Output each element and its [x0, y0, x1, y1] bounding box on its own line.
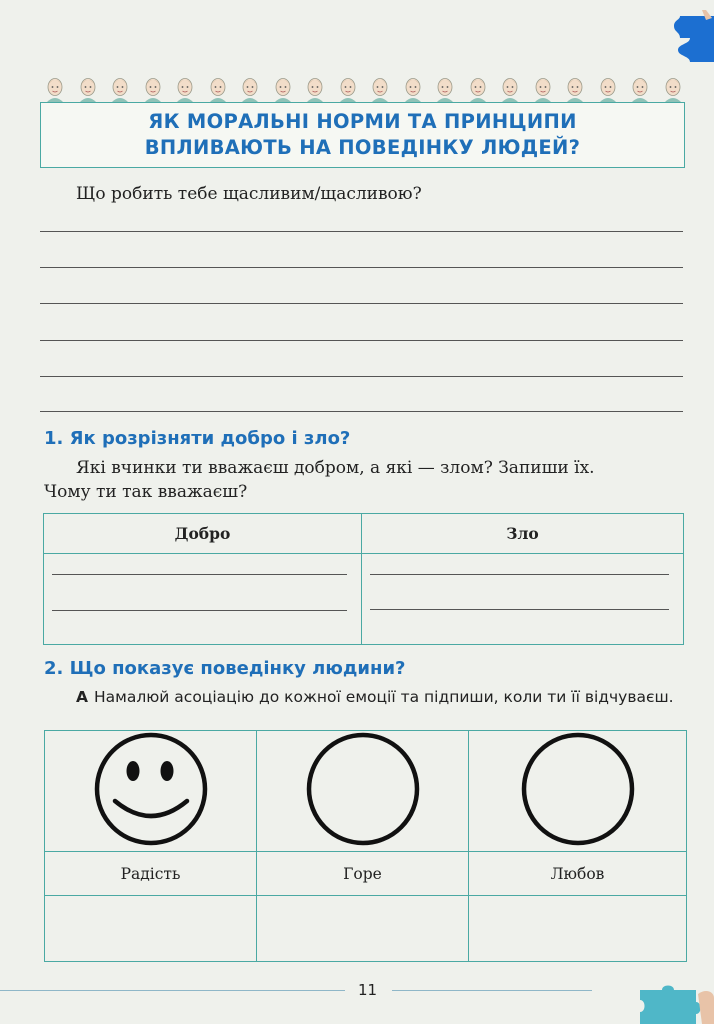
face-icon — [662, 74, 684, 102]
answer-line-3[interactable] — [40, 303, 683, 304]
face-icon — [77, 74, 99, 102]
joy-caption-cell[interactable] — [45, 896, 257, 962]
face-icon — [434, 74, 456, 102]
love-caption-cell[interactable] — [469, 896, 687, 962]
face-icon — [402, 74, 424, 102]
page-number: 11 — [358, 981, 378, 999]
emotion-label-grief: Горе — [257, 852, 469, 896]
evil-answer-cell[interactable] — [362, 554, 684, 645]
emotion-label-joy: Радість — [45, 852, 257, 896]
task-text: Намалюй асоціацію до кожної емоції та підпиши, коли ти її відчуваєш. — [94, 688, 674, 706]
good-evil-table — [43, 513, 684, 645]
column-good-header: Добро — [44, 514, 362, 554]
answer-line-2[interactable] — [40, 267, 683, 268]
puzzle-piece-icon — [672, 10, 714, 68]
face-icon — [239, 74, 261, 102]
intro-question: Що робить тебе щасливим/щасливою? — [76, 184, 422, 204]
answer-line-1[interactable] — [40, 231, 683, 232]
face-icon — [467, 74, 489, 102]
task-letter: А — [76, 688, 88, 706]
love-drawing-cell[interactable] — [469, 731, 687, 852]
grief-caption-cell[interactable] — [257, 896, 469, 962]
face-icon — [109, 74, 131, 102]
faces-decoration — [44, 74, 684, 104]
smiley-face-icon — [93, 731, 209, 847]
joy-drawing-cell[interactable] — [45, 731, 257, 852]
face-icon — [142, 74, 164, 102]
answer-line-5[interactable] — [40, 376, 683, 377]
face-icon — [44, 74, 66, 102]
section-1-heading: 1. Як розрізняти добро і зло? — [44, 428, 351, 449]
empty-circle-icon — [520, 731, 636, 847]
face-icon — [369, 74, 391, 102]
emotions-table — [44, 730, 687, 962]
answer-line-4[interactable] — [40, 340, 683, 341]
title-line-1: ЯК МОРАЛЬНІ НОРМИ ТА ПРИНЦИПИ — [148, 110, 577, 133]
face-icon — [272, 74, 294, 102]
face-icon — [174, 74, 196, 102]
section-2-heading: 2. Що показує поведінку людини? — [44, 658, 406, 679]
face-icon — [207, 74, 229, 102]
section-1-text-line-1: Які вчинки ти вважаєш добром, а які — злом? Запиши їх. — [76, 458, 595, 478]
lesson-title — [40, 102, 685, 168]
answer-line-6[interactable] — [40, 411, 683, 412]
face-icon — [597, 74, 619, 102]
face-icon — [337, 74, 359, 102]
footer-divider-right — [392, 990, 592, 991]
grief-drawing-cell[interactable] — [257, 731, 469, 852]
column-evil-header: Зло — [362, 514, 684, 554]
face-icon — [629, 74, 651, 102]
face-icon — [532, 74, 554, 102]
title-line-2: ВПЛИВАЮТЬ НА ПОВЕДІНКУ ЛЮДЕЙ? — [144, 136, 581, 159]
emotion-label-love: Любов — [469, 852, 687, 896]
section-1-text-line-2: Чому ти так вважаєш? — [44, 482, 248, 502]
face-icon — [304, 74, 326, 102]
face-icon — [499, 74, 521, 102]
footer-divider-left — [0, 990, 345, 991]
puzzle-piece-icon — [636, 984, 714, 1024]
good-answer-cell[interactable] — [44, 554, 362, 645]
task-a-instruction — [76, 688, 674, 706]
empty-circle-icon — [305, 731, 421, 847]
face-icon — [564, 74, 586, 102]
